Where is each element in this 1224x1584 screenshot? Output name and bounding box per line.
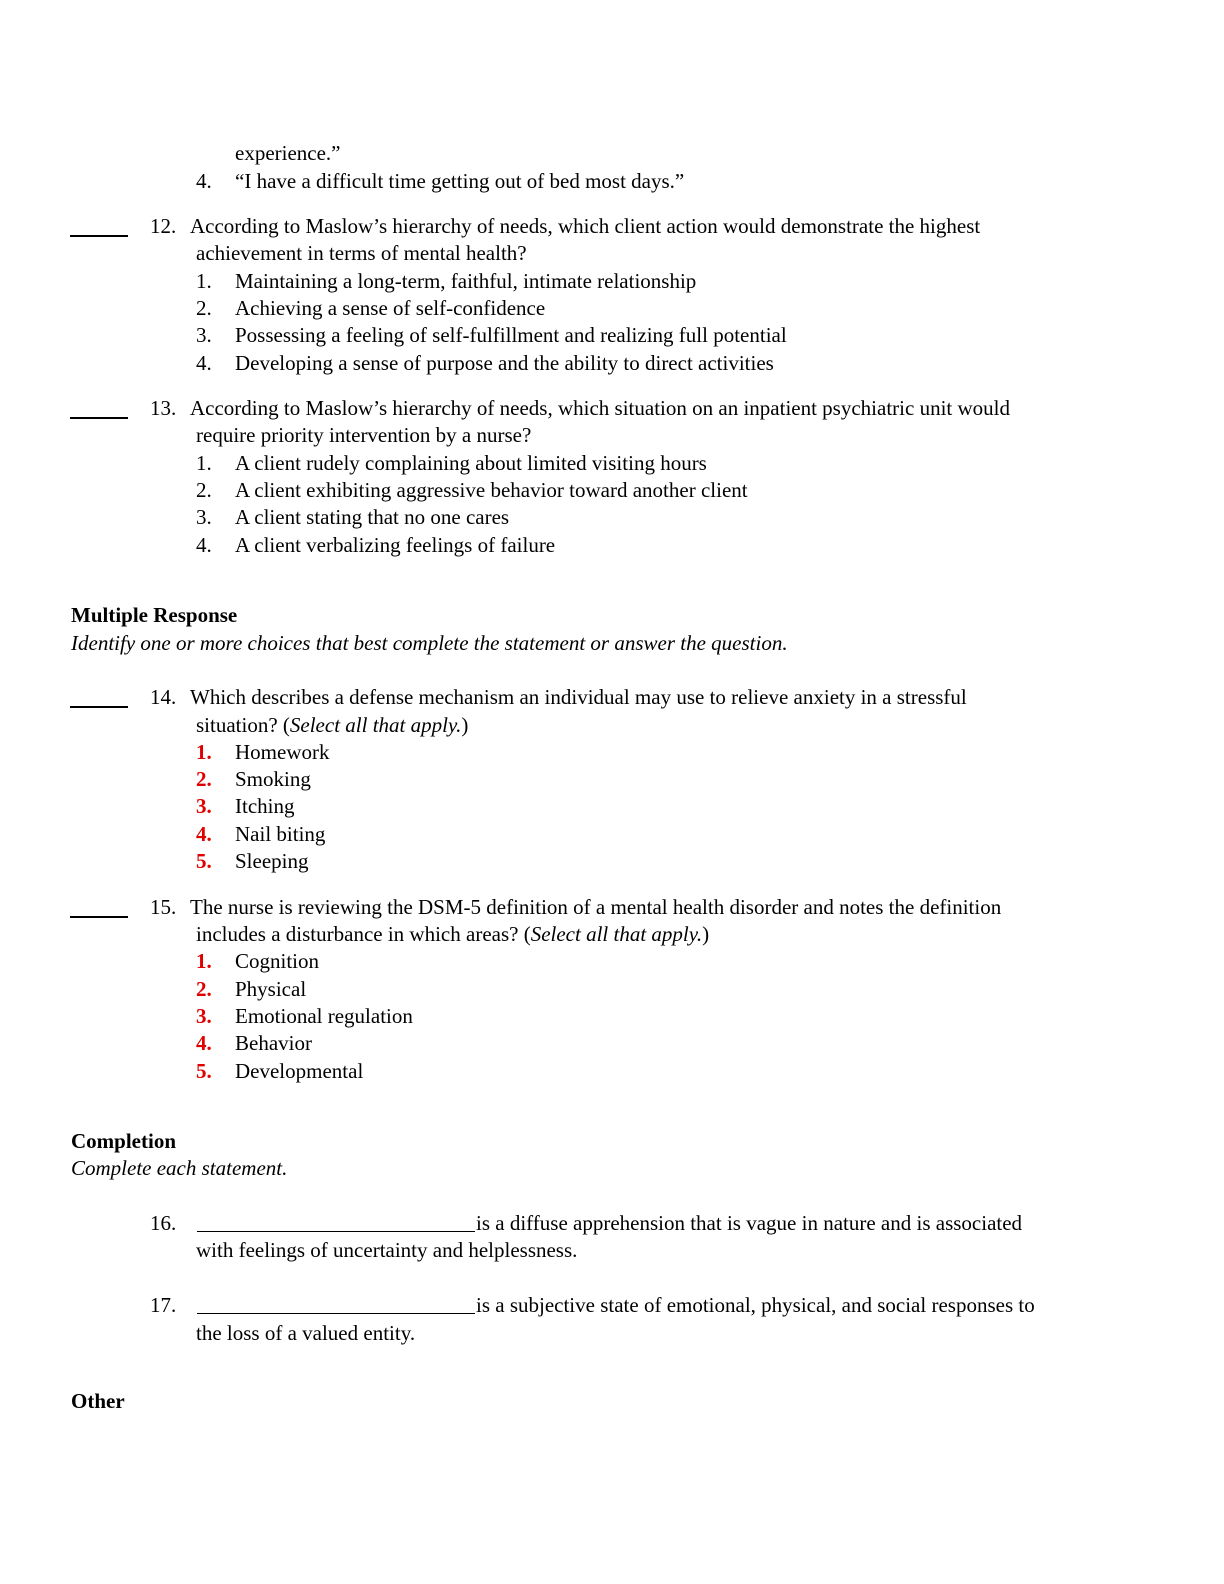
option-text: Maintaining a long-term, faithful, intimate relationship (235, 269, 697, 293)
option-text: Emotional regulation (235, 1004, 413, 1028)
option-number: 3. (196, 1004, 212, 1028)
option-number: 4. (196, 351, 212, 375)
question-number: 15. (150, 895, 177, 919)
answer-blank-q13[interactable] (70, 417, 128, 419)
option-number: 3. (196, 323, 212, 347)
question-text: is a diffuse apprehension that is vague in nature and is associated (476, 1211, 1023, 1235)
option-text: Developmental (235, 1059, 364, 1083)
option-text: Sleeping (235, 849, 309, 873)
question-number: 12. (150, 214, 177, 238)
option-text: Itching (235, 794, 295, 818)
question-number: 16. (150, 1211, 177, 1235)
option-text: Achieving a sense of self-confidence (235, 296, 546, 320)
option-number: 2. (196, 478, 212, 502)
text-part: ) (702, 922, 710, 946)
option-number: 1. (196, 269, 212, 293)
option-number: 3. (196, 505, 212, 529)
question-number: 17. (150, 1293, 177, 1317)
text-part: situation? ( (196, 713, 290, 737)
option-text: A client stating that no one cares (235, 505, 510, 529)
question-text: Which describes a defense mechanism an individual may use to relieve anxiety in a stressful (190, 685, 967, 709)
select-all-note: Select all that apply. (530, 922, 703, 946)
option-text: Physical (235, 977, 307, 1001)
section-heading-other: Other (71, 1389, 125, 1413)
option-number: 1. (196, 949, 212, 973)
section-instruction: Complete each statement. (71, 1156, 288, 1180)
text-part: includes a disturbance in which areas? ( (196, 922, 531, 946)
option-text: Developing a sense of purpose and the ability to direct activities (235, 351, 774, 375)
option-number: 2. (196, 296, 212, 320)
option-number: 1. (196, 451, 212, 475)
option-number: 4. (196, 822, 212, 846)
question-number: 13. (150, 396, 177, 420)
question-text-continued (196, 921, 709, 947)
answer-blank-q12[interactable] (70, 235, 128, 237)
option-number: 3. (196, 794, 212, 818)
question-text: is a subjective state of emotional, physical, and social responses to (476, 1293, 1035, 1317)
option-text: “I have a difficult time getting out of bed most days.” (235, 169, 685, 193)
option-number: 5. (196, 1059, 212, 1083)
option-text: Cognition (235, 949, 320, 973)
option-continuation: experience.” (235, 141, 341, 165)
question-text-continued (196, 712, 468, 738)
answer-blank-q14[interactable] (70, 706, 128, 708)
question-number: 14. (150, 685, 177, 709)
option-number: 5. (196, 849, 212, 873)
question-text-continued: with feelings of uncertainty and helplessness. (196, 1238, 578, 1262)
option-text: A client rudely complaining about limited visiting hours (235, 451, 707, 475)
section-heading-multiple-response: Multiple Response (71, 603, 238, 627)
option-text: Homework (235, 740, 330, 764)
option-number: 4. (196, 169, 212, 193)
fill-in-blank-q16[interactable] (197, 1231, 475, 1232)
text-part: ) (461, 713, 469, 737)
option-number: 2. (196, 767, 212, 791)
option-number: 4. (196, 1031, 212, 1055)
option-text: Nail biting (235, 822, 326, 846)
select-all-note: Select all that apply. (289, 713, 462, 737)
option-text: A client verbalizing feelings of failure (235, 533, 556, 557)
answer-blank-q15[interactable] (70, 916, 128, 918)
option-text: Smoking (235, 767, 311, 791)
section-heading-completion: Completion (71, 1129, 176, 1153)
question-text-continued: achievement in terms of mental health? (196, 241, 527, 265)
option-text: Possessing a feeling of self-fulfillment and realizing full potential (235, 323, 787, 347)
option-number: 1. (196, 740, 212, 764)
option-number: 2. (196, 977, 212, 1001)
question-text: According to Maslow’s hierarchy of needs, which client action would demonstrate the highest (190, 214, 981, 238)
question-text: The nurse is reviewing the DSM-5 definition of a mental health disorder and notes the definition (190, 895, 1002, 919)
question-text: According to Maslow’s hierarchy of needs, which situation on an inpatient psychiatric unit would (190, 396, 1010, 420)
section-instruction: Identify one or more choices that best complete the statement or answer the question. (71, 631, 788, 655)
question-text-continued: the loss of a valued entity. (196, 1321, 416, 1345)
option-text: A client exhibiting aggressive behavior toward another client (235, 478, 748, 502)
fill-in-blank-q17[interactable] (197, 1313, 475, 1314)
option-text: Behavior (235, 1031, 312, 1055)
option-number: 4. (196, 533, 212, 557)
question-text-continued: require priority intervention by a nurse? (196, 423, 532, 447)
